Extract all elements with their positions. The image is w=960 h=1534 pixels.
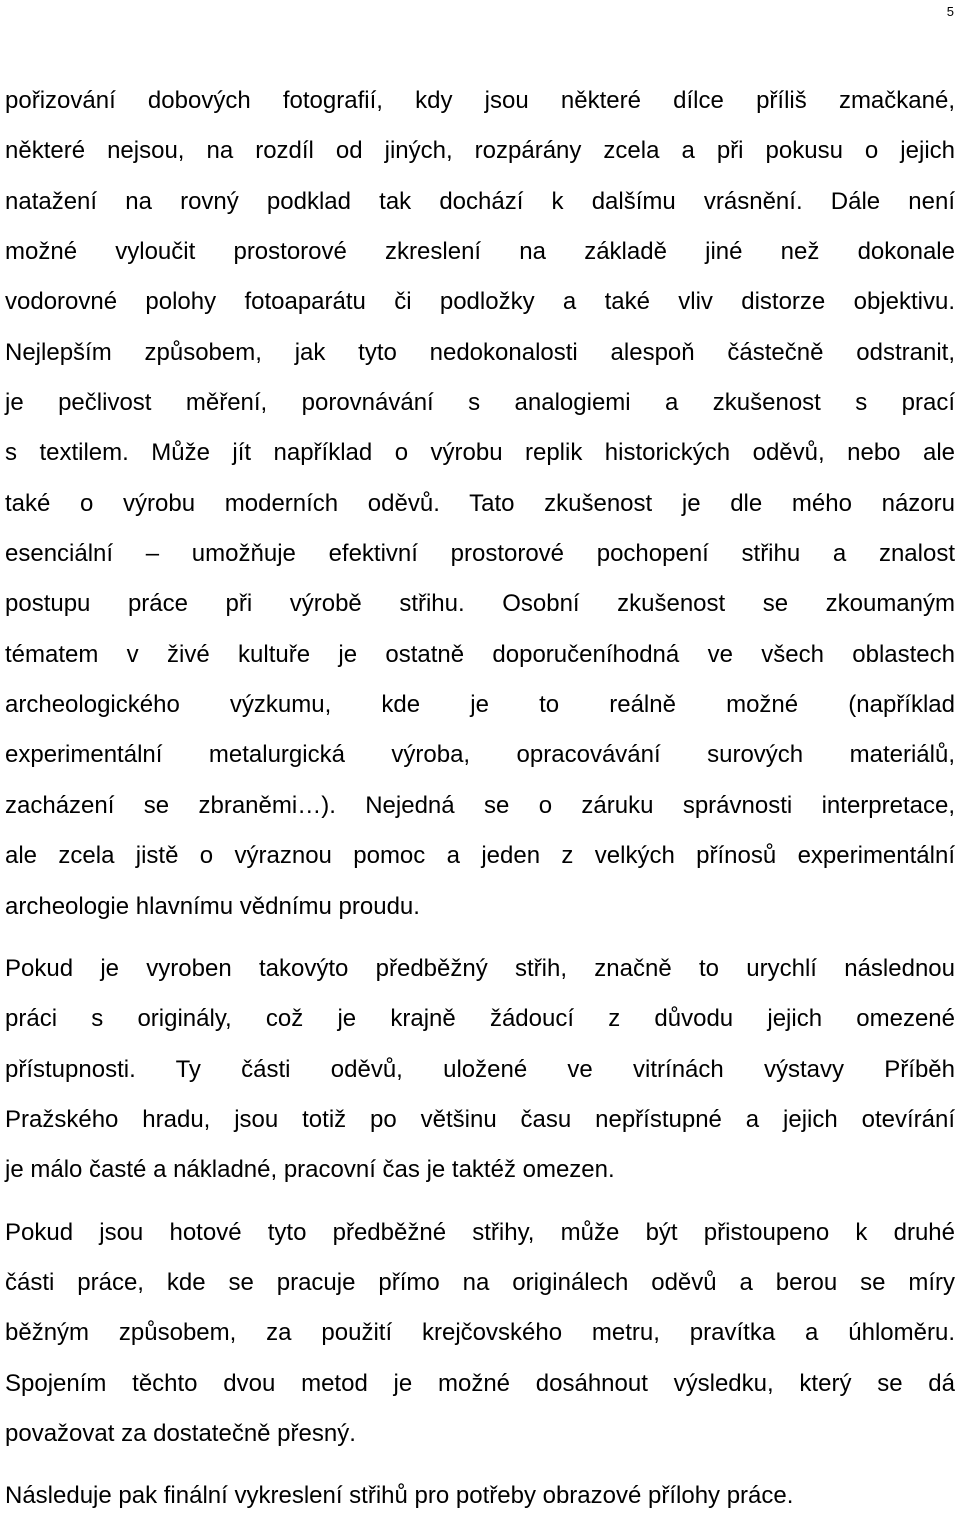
- text-line: také o výrobu moderních oděvů. Tato zkušenost je dle mého názoru: [5, 489, 955, 517]
- text-line: části práce, kde se pracuje přímo na originálech oděvů a berou se míry: [5, 1268, 955, 1296]
- text-line: práci s originály, což je krajně žádoucí z důvodu jejich omezené: [5, 1005, 955, 1033]
- page-number: 5: [946, 4, 954, 19]
- paragraph-2: [5, 944, 955, 1196]
- text-line: archeologického výzkumu, kde je to reálně možné (například: [5, 691, 955, 719]
- text-line: Nejlepším způsobem, jak tyto nedokonalosti alespoň částečně odstranit,: [5, 338, 955, 366]
- text-line: některé nejsou, na rozdíl od jiných, rozpárány zcela a při pokusu o jejich: [5, 137, 955, 165]
- text-line: pořizování dobových fotografií, kdy jsou některé dílce příliš zmačkané,: [5, 87, 955, 114]
- paragraph-4: [5, 1471, 955, 1521]
- text-line: je pečlivost měření, porovnávání s analogiemi a zkušenost s prací: [5, 389, 955, 417]
- text-line: tématem v živé kultuře je ostatně doporučeníhodná ve všech oblastech: [5, 640, 955, 668]
- text-line: natažení na rovný podklad tak dochází k dalšímu vrásnění. Dále není: [5, 187, 955, 215]
- document-body: [5, 76, 955, 1534]
- text-line: ale zcela jistě o výraznou pomoc a jeden z velkých přínosů experimentální: [5, 842, 955, 870]
- text-line: Spojením těchto dvou metod je možné dosáhnout výsledku, který se dá: [5, 1369, 955, 1397]
- text-line: považovat za dostatečně přesný.: [5, 1419, 356, 1447]
- text-line: možné vyloučit prostorové zkreslení na základě jiné než dokonale: [5, 238, 955, 266]
- text-line: Pokud jsou hotové tyto předběžné střihy, může být přistoupeno k druhé: [5, 1218, 955, 1246]
- text-line: esenciální – umožňuje efektivní prostorové pochopení střihu a znalost: [5, 540, 955, 568]
- text-line: běžným způsobem, za použití krejčovského metru, pravítka a úhloměru.: [5, 1319, 955, 1347]
- text-line: archeologie hlavnímu vědnímu proudu.: [5, 892, 420, 920]
- text-line: s textilem. Může jít například o výrobu replik historických oděvů, nebo ale: [5, 439, 955, 467]
- text-line: Pražského hradu, jsou totiž po většinu času nepřístupné a jejich otevírání: [5, 1105, 955, 1133]
- text-line: postupu práce při výrobě střihu. Osobní zkušenost se zkoumaným: [5, 590, 955, 618]
- paragraph-1: [5, 76, 955, 932]
- text-line: přístupnosti. Ty části oděvů, uložené ve vitrínách výstavy Příběh: [5, 1055, 955, 1083]
- text-line: je málo časté a nákladné, pracovní čas je taktéž omezen.: [5, 1156, 615, 1184]
- text-line: Pokud je vyroben takovýto předběžný střih, značně to urychlí následnou: [5, 954, 955, 982]
- paragraph-3: [5, 1208, 955, 1460]
- text-line: experimentální metalurgická výroba, opracovávání surových materiálů,: [5, 741, 955, 769]
- text-line: zacházení se zbraněmi…). Nejedná se o záruku správnosti interpretace,: [5, 791, 955, 819]
- text-line: Následuje pak finální vykreslení střihů pro potřeby obrazové přílohy práce.: [5, 1482, 794, 1510]
- text-line: vodorovné polohy fotoaparátu či podložky a také vliv distorze objektivu.: [5, 288, 955, 316]
